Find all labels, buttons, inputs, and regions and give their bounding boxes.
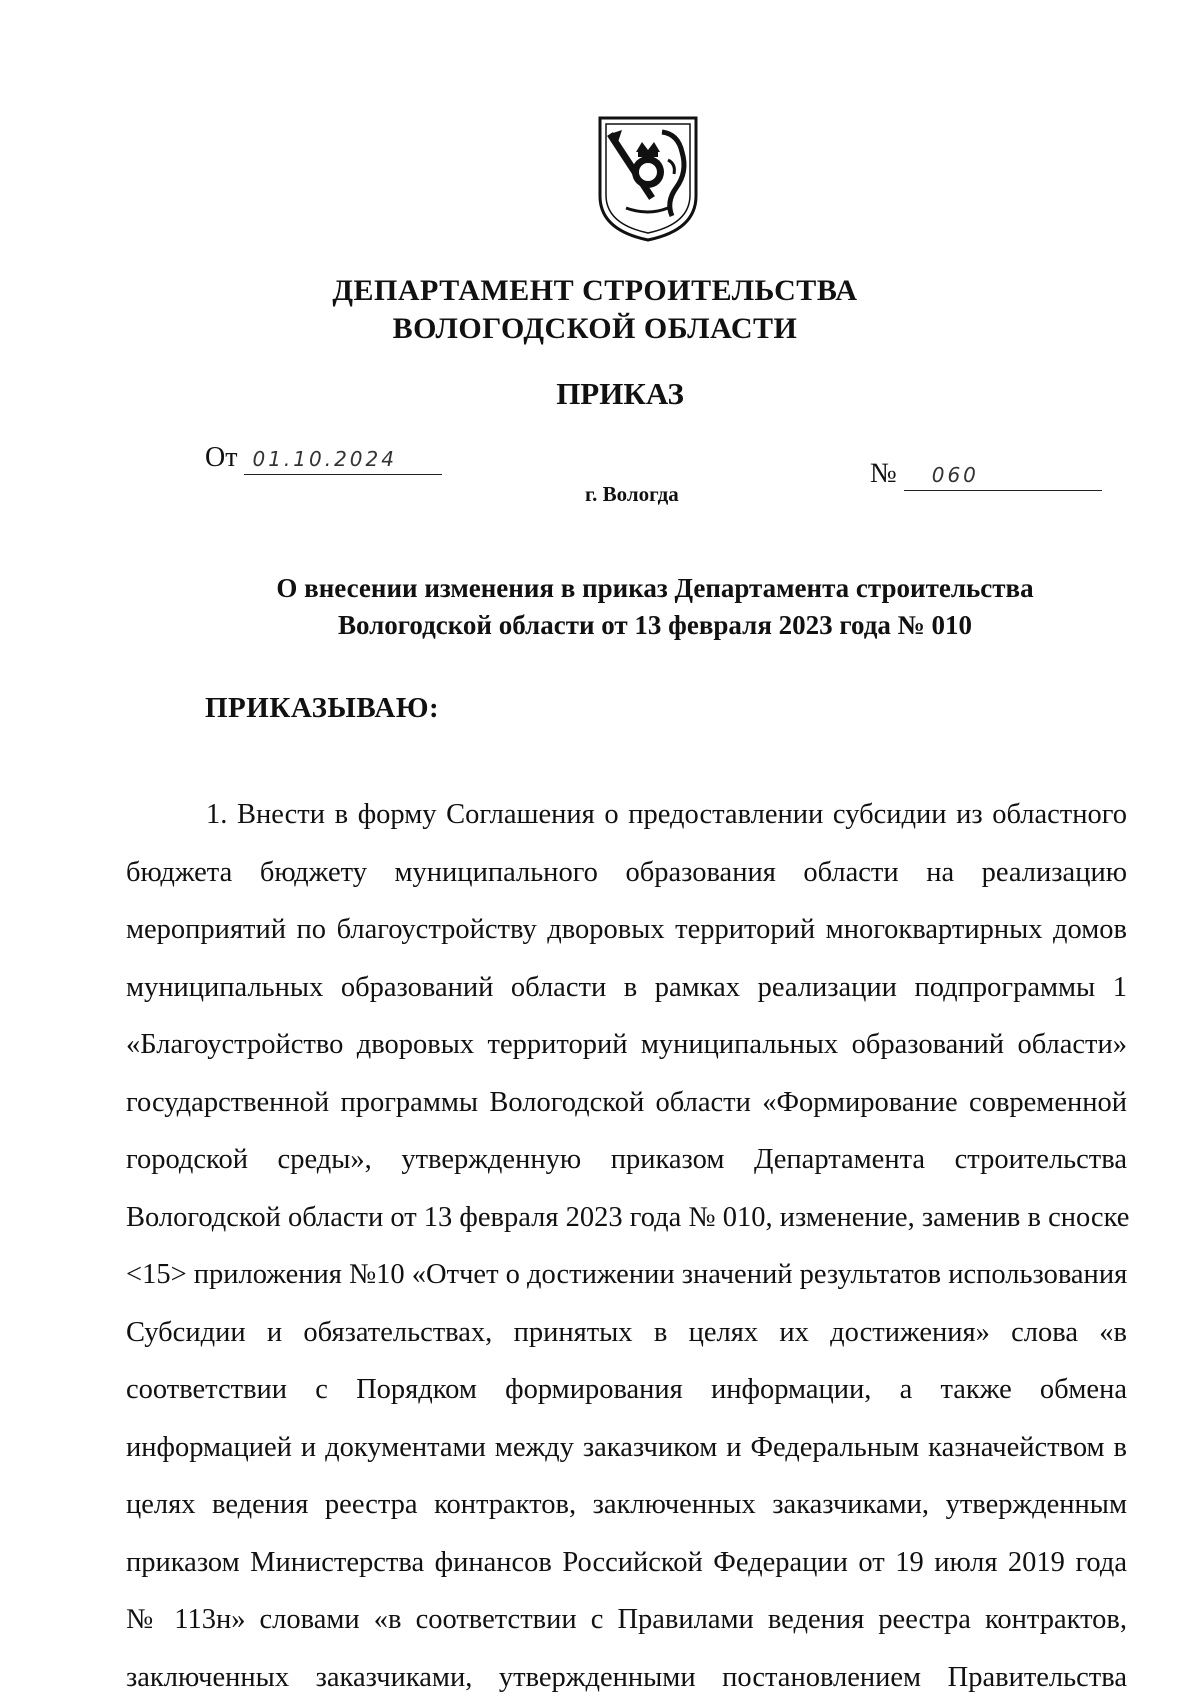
body-line: мероприятий по благоустройству дворовых территорий многоквартирных домов xyxy=(126,901,1127,959)
body-line: <15> приложения №10 «Отчет о достижении значений результатов использования xyxy=(126,1246,1127,1304)
body-line: № 113н» словами «в соответствии с Правилами ведения реестра контрактов, xyxy=(126,1591,1127,1649)
body-line: информацией и документами между заказчиком и Федеральным казначейством в xyxy=(126,1419,1127,1477)
date-label: От xyxy=(205,442,237,473)
number-value: 060 xyxy=(904,460,1102,491)
order-date xyxy=(205,440,442,476)
order-number xyxy=(870,456,1102,492)
body-line: Субсидии и обязательствах, принятых в целях их достижения» слова «в xyxy=(126,1304,1127,1362)
body-line: муниципальных образований области в рамках реализации подпрограммы 1 xyxy=(126,959,1127,1017)
order-subject xyxy=(250,570,1060,644)
body-line: заключенных заказчиками, утвержденными постановлением Правительства xyxy=(126,1649,1127,1706)
body-line: государственной программы Вологодской области «Формирование современной xyxy=(126,1074,1127,1132)
body-paragraph xyxy=(126,786,1127,1706)
body-line: 1. Внести в форму Соглашения о предоставлении субсидии из областного xyxy=(126,786,1127,844)
decree-heading: ПРИКАЗЫВАЮ: xyxy=(205,690,439,726)
subject-line-2: Вологодской области от 13 февраля 2023 года № 010 xyxy=(250,607,1060,644)
coat-of-arms-icon xyxy=(596,112,700,244)
subject-line-1: О внесении изменения в приказ Департамента строительства xyxy=(250,570,1060,607)
date-value: 01.10.2024 xyxy=(244,444,442,475)
body-line: приказом Министерства финансов Российской Федерации от 19 июля 2019 года xyxy=(126,1534,1127,1592)
order-title: ПРИКАЗ xyxy=(520,376,720,412)
city: г. Вологда xyxy=(585,480,679,508)
body-line: «Благоустройство дворовых территорий муниципальных образований области» xyxy=(126,1016,1127,1074)
department-name xyxy=(300,272,890,348)
body-line: городской среды», утвержденную приказом Департамента строительства xyxy=(126,1131,1127,1189)
department-line-1: ДЕПАРТАМЕНТ СТРОИТЕЛЬСТВА xyxy=(300,272,890,310)
body-line: соответствии с Порядком формирования информации, а также обмена xyxy=(126,1361,1127,1419)
body-line: Вологодской области от 13 февраля 2023 года № 010, изменение, заменив в сноске xyxy=(126,1189,1127,1247)
body-line: целях ведения реестра контрактов, заключенных заказчиками, утвержденным xyxy=(126,1476,1127,1534)
department-line-2: ВОЛОГОДСКОЙ ОБЛАСТИ xyxy=(300,310,890,348)
body-line: бюджета бюджету муниципального образования области на реализацию xyxy=(126,844,1127,902)
number-label: № xyxy=(870,458,897,489)
